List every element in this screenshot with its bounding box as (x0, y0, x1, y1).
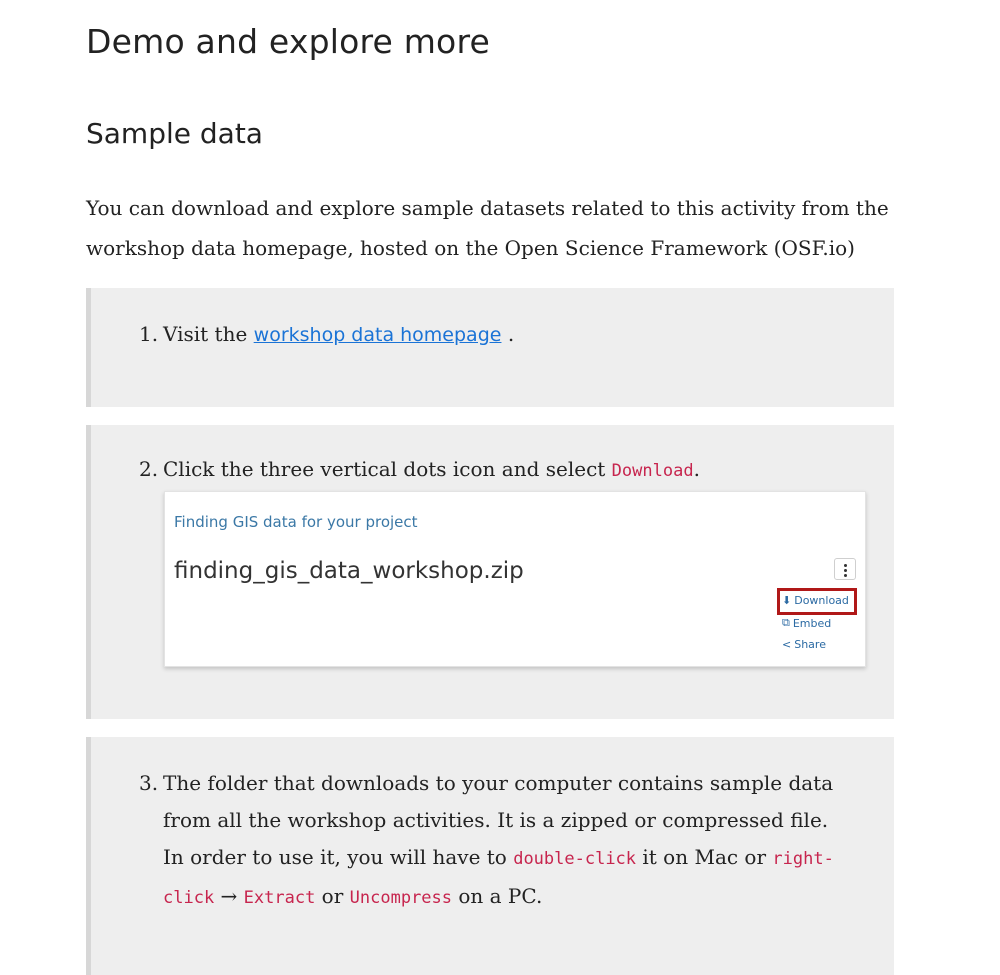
step-3-text-2: it on Mac or (636, 845, 773, 869)
double-click-code: double-click (513, 849, 637, 869)
step-1 (139, 316, 514, 354)
step-3-number-wrap (139, 765, 163, 802)
step-2-prefix: Click the three vertical dots icon and select (163, 457, 612, 481)
step-3-text (163, 765, 853, 917)
step-1-prefix: Visit the (163, 322, 254, 346)
download-highlight-box (777, 588, 857, 615)
menu-download-label: Download (794, 594, 849, 607)
page-heading: Demo and explore more (86, 22, 490, 61)
step-1-suffix: . (501, 322, 515, 346)
menu-share-label: Share (794, 638, 826, 651)
share-icon: < (782, 638, 792, 651)
step-3-text-4: on a PC. (452, 884, 543, 908)
embed-icon: ⧉ (782, 616, 790, 629)
menu-share[interactable] (782, 638, 826, 651)
three-dots-icon[interactable] (834, 558, 856, 580)
step-3-number: 3. (139, 771, 159, 795)
menu-embed-label: Embed (792, 616, 832, 630)
intro-paragraph: You can download and explore sample datasets related to this activity from the workshop data homepage, hosted on the Open Science Framework (OSF.io) (86, 196, 889, 260)
step-3-text-3: or (315, 884, 350, 908)
arrow: → (214, 884, 244, 908)
menu-embed[interactable] (782, 616, 831, 630)
step-2-panel (86, 425, 894, 719)
right-click-code: right-click (163, 849, 834, 908)
section-heading: Sample data (86, 117, 263, 150)
step-2 (139, 451, 700, 490)
step-1-panel (86, 288, 894, 407)
step-3-text-1: The folder that downloads to your computer contains sample data from all the workshop activities. It is a zipped or compressed file. In order to use it, you will have to (163, 771, 834, 869)
extract-code: Extract (243, 888, 316, 908)
step-2-number: 2. (139, 457, 159, 481)
step-3-panel (86, 737, 894, 975)
file-name: finding_gis_data_workshop.zip (174, 558, 524, 584)
download-code: Download (611, 461, 694, 481)
project-title: Finding GIS data for your project (174, 513, 418, 531)
step-2-suffix: . (693, 457, 700, 481)
workshop-data-homepage-link[interactable]: workshop data homepage (253, 324, 502, 346)
download-icon: ⬇ (782, 594, 792, 607)
uncompress-code: Uncompress (349, 888, 453, 908)
step-1-number: 1. (139, 322, 159, 346)
osf-screenshot (164, 491, 866, 667)
